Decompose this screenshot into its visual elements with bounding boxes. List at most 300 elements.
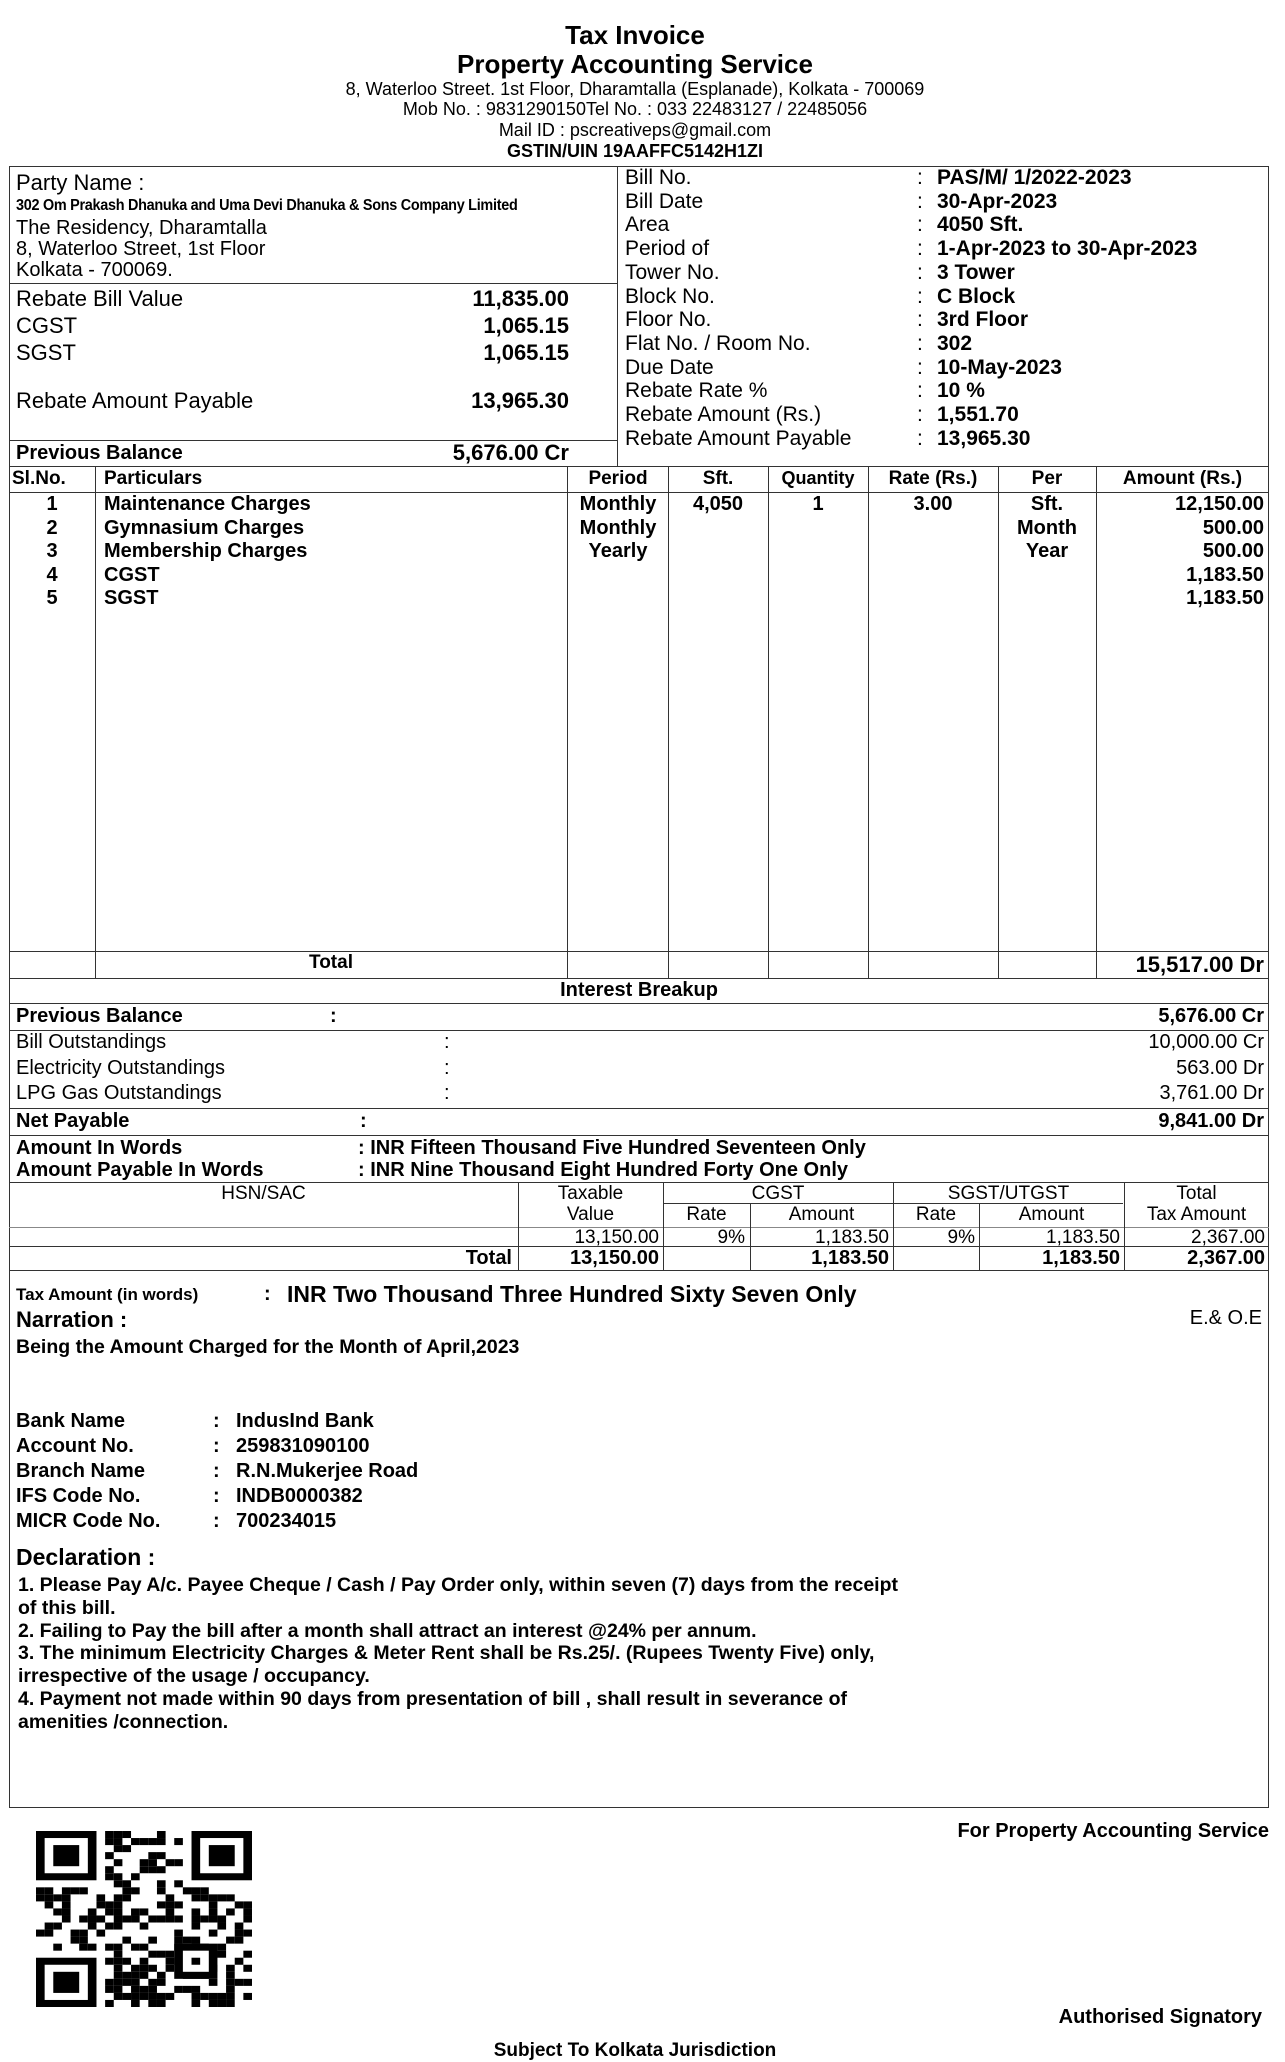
qr-module xyxy=(140,1986,149,1993)
charge-cell-period: Monthly xyxy=(579,493,657,515)
qr-module xyxy=(114,1972,123,1979)
qr-module xyxy=(122,1887,131,1894)
qr-module xyxy=(114,1908,123,1915)
rebate-cgst: 1,065.15 xyxy=(483,313,569,338)
qr-module xyxy=(114,1901,123,1908)
qr-module xyxy=(226,1937,235,1944)
qr-module xyxy=(192,1908,201,1915)
qr-module xyxy=(243,1965,252,1972)
bank-value: INDB0000382 xyxy=(236,1485,363,1507)
qr-module xyxy=(140,1965,149,1972)
party-divider xyxy=(9,283,618,284)
qr-module xyxy=(114,1986,123,1993)
party-name: 302 Om Prakash Dhanuka and Uma Devi Dhanuka & Sons Company Limited xyxy=(16,197,518,214)
qr-module xyxy=(174,1930,183,1937)
qr-module xyxy=(62,1894,71,1901)
qr-module xyxy=(174,1838,183,1845)
bill-info-colon: : xyxy=(917,403,923,426)
bank-label: Bank Name xyxy=(16,1410,125,1432)
qr-module xyxy=(226,1993,235,2000)
interest-item-label: LPG Gas Outstandings xyxy=(16,1082,222,1104)
col-divider xyxy=(95,466,96,978)
charge-cell-particulars: SGST xyxy=(104,587,159,609)
declaration-line: irrespective of the usage / occupancy. xyxy=(18,1665,370,1688)
qr-module xyxy=(226,1965,235,1972)
qr-module xyxy=(148,1915,157,1922)
col-divider xyxy=(668,466,669,978)
qr-module xyxy=(114,1944,123,1951)
col-header-amount: Amount (Rs.) xyxy=(1122,468,1243,489)
interest-prev-balance-colon: : xyxy=(330,1005,337,1027)
qr-module xyxy=(209,1979,218,1986)
qr-module xyxy=(114,1979,123,1986)
interest-line xyxy=(9,1003,1269,1004)
hsn-bottom-line xyxy=(9,1270,1269,1271)
qr-module xyxy=(209,1845,235,1866)
qr-module xyxy=(53,1972,79,1993)
qr-module xyxy=(105,1986,114,1993)
header-divider xyxy=(617,166,618,466)
amount-payable-in-words: : INR Nine Thousand Eight Hundred Forty One Only xyxy=(358,1159,848,1181)
qr-module xyxy=(235,1901,244,1908)
cgst-amount-header: Amount xyxy=(788,1204,855,1225)
qr-module xyxy=(105,1979,114,1986)
total-tax-header-1: Total xyxy=(1176,1183,1217,1204)
qr-module xyxy=(209,1915,218,1922)
rebate-bill-value-label: Rebate Bill Value xyxy=(16,286,184,311)
qr-module xyxy=(174,1915,183,1922)
charge-cell-particulars: CGST xyxy=(104,563,160,586)
qr-module xyxy=(140,1859,149,1866)
qr-module xyxy=(174,1880,183,1887)
qr-module xyxy=(88,1908,97,1915)
qr-module xyxy=(148,1866,157,1873)
bill-info-label: Rebate Rate % xyxy=(625,379,768,403)
qr-module xyxy=(157,1866,166,1873)
col-header-rate: Rate (Rs.) xyxy=(888,468,978,489)
bank-label: Account No. xyxy=(16,1435,134,1457)
qr-module xyxy=(53,1923,62,1930)
qr-module xyxy=(53,1944,62,1951)
rebate-sgst-label: SGST xyxy=(16,340,76,365)
charge-cell-period: Yearly xyxy=(588,540,648,562)
qr-module xyxy=(140,1993,149,2000)
bill-info-label: Flat No. / Room No. xyxy=(625,331,811,355)
qr-module xyxy=(183,1937,192,1944)
company-address: 8, Waterloo Street. 1st Floor, Dharamtalla (Esplanade), Kolkata - 700069 xyxy=(345,79,925,99)
bill-info-colon: : xyxy=(917,426,923,450)
cgst-rate-header: Rate xyxy=(686,1204,727,1225)
hsn-sgst-rate: 9% xyxy=(947,1227,975,1248)
qr-module xyxy=(217,1993,226,2000)
tax-words-value: INR Two Thousand Three Hundred Sixty Seven Only xyxy=(287,1281,857,1307)
qr-module xyxy=(157,1979,166,1986)
qr-module xyxy=(122,1845,131,1852)
bill-info-value: 1,551.70 xyxy=(937,403,1019,426)
qr-module xyxy=(88,1944,97,1951)
qr-module xyxy=(243,1951,252,1958)
interest-item-colon: : xyxy=(444,1082,450,1104)
bill-info-value: 3 Tower xyxy=(937,260,1015,284)
bill-info-label: Tower No. xyxy=(625,260,720,284)
qr-module xyxy=(114,1923,123,1930)
bank-colon: : xyxy=(213,1485,220,1507)
qr-module xyxy=(71,1930,80,1937)
sgst-rate-header: Rate xyxy=(915,1204,957,1225)
party-address-3: Kolkata - 700069. xyxy=(16,259,173,281)
qr-module xyxy=(192,2000,201,2007)
party-address-1: The Residency, Dharamtalla xyxy=(16,217,267,239)
qr-module xyxy=(131,1993,140,2000)
hsn-header: HSN/SAC xyxy=(221,1183,306,1204)
bill-info-colon: : xyxy=(917,355,923,379)
qr-module xyxy=(209,1901,218,1908)
charge-cell-period: Monthly xyxy=(579,516,657,539)
qr-module xyxy=(183,1887,192,1894)
qr-module xyxy=(105,1873,114,1880)
hsn-cgst-rate: 9% xyxy=(717,1227,745,1248)
qr-module xyxy=(166,1993,175,2000)
qr-module xyxy=(131,1972,140,1979)
col-divider xyxy=(868,466,869,978)
bill-info-label: Bill No. xyxy=(625,166,692,189)
charge-cell-amount: 500.00 xyxy=(1202,516,1264,539)
net-payable-colon: : xyxy=(360,1110,367,1132)
qr-module xyxy=(62,1901,71,1908)
company-contact: Mob No. : 9831290150Tel No. : 033 22483127 / 22485056 xyxy=(402,99,868,119)
qr-module xyxy=(209,1993,218,2000)
qr-module xyxy=(131,1965,140,1972)
qr-module xyxy=(148,1838,157,1845)
interest-item-colon: : xyxy=(444,1031,450,1053)
taxable-header-1: Taxable xyxy=(557,1183,624,1204)
bill-info-label: Rebate Amount Payable xyxy=(625,426,852,450)
charge-cell-amount: 1,183.50 xyxy=(1186,563,1264,586)
tax-words-colon: : xyxy=(264,1283,271,1305)
qr-module xyxy=(157,1972,166,1979)
declaration-line: amenities /connection. xyxy=(18,1710,229,1733)
interest-prev-balance-label: Previous Balance xyxy=(16,1005,183,1027)
hsn-total-sgst: 1,183.50 xyxy=(1042,1247,1120,1269)
qr-module xyxy=(243,1901,252,1908)
qr-module xyxy=(140,1838,149,1845)
interest-item-label: Electricity Outstandings xyxy=(16,1056,225,1079)
hsn-taxable-value: 13,150.00 xyxy=(574,1227,659,1248)
bill-info-value: C Block xyxy=(937,284,1016,308)
qr-module xyxy=(105,1866,114,1873)
signature-divider xyxy=(9,1807,1269,1808)
previous-balance-label: Previous Balance xyxy=(16,442,183,464)
charge-cell-amount: 500.00 xyxy=(1202,540,1264,562)
company-name: Property Accounting Service xyxy=(457,49,813,79)
qr-module xyxy=(200,1915,209,1922)
qr-module xyxy=(235,1923,244,1930)
charge-cell-sl: 1 xyxy=(46,493,58,515)
qr-module xyxy=(140,1923,149,1930)
charge-cell-sl: 5 xyxy=(46,587,58,609)
rebate-bill-value: 11,835.00 xyxy=(472,286,569,311)
authorised-signatory: Authorised Signatory xyxy=(1058,2006,1262,2028)
declaration-line: 1. Please Pay A/c. Payee Cheque / Cash / Pay Order only, within seven (7) days from the receipt xyxy=(18,1574,899,1596)
declaration-line: 4. Payment not made within 90 days from presentation of bill , shall result in severance of xyxy=(18,1688,847,1710)
qr-module xyxy=(96,1930,105,1937)
qr-module xyxy=(122,1880,131,1887)
sgst-amount-header: Amount xyxy=(1018,1204,1085,1225)
charges-total-value: 15,517.00 Dr xyxy=(1135,952,1264,977)
bill-info-value: 13,965.30 xyxy=(937,426,1031,450)
col-divider xyxy=(768,466,769,978)
qr-module xyxy=(131,2000,140,2007)
qr-module xyxy=(166,1958,175,1965)
qr-module xyxy=(148,1986,157,1993)
bill-info-colon: : xyxy=(917,166,923,189)
qr-module xyxy=(122,1894,131,1901)
col-header-slno: Sl.No. xyxy=(12,468,66,489)
bill-info-label: Due Date xyxy=(625,355,714,379)
declaration-line: of this bill. xyxy=(18,1596,116,1619)
qr-module xyxy=(226,1894,235,1901)
hsn-cgst-amount: 1,183.50 xyxy=(815,1227,889,1248)
interest-item-colon: : xyxy=(444,1056,450,1079)
qr-module xyxy=(157,1915,166,1922)
interest-breakup-title: Interest Breakup xyxy=(560,979,718,1001)
qr-module xyxy=(200,1993,209,2000)
bill-info-value: 10-May-2023 xyxy=(937,355,1062,379)
charge-cell-sft: 4,050 xyxy=(692,493,744,515)
tax-words-label: Tax Amount (in words) xyxy=(16,1285,199,1304)
interest-item-value: 10,000.00 Cr xyxy=(1148,1031,1264,1053)
qr-module xyxy=(105,1908,114,1915)
qr-module xyxy=(114,1951,123,1958)
qr-module xyxy=(114,1993,123,2000)
bill-info-label: Block No. xyxy=(625,284,715,308)
qr-module xyxy=(174,1937,183,1944)
qr-module xyxy=(226,1986,235,1993)
bank-value: 259831090100 xyxy=(236,1435,370,1457)
interest-item-label: Bill Outstandings xyxy=(16,1031,167,1053)
qr-module xyxy=(122,1937,131,1944)
hsn-sgst-amount: 1,183.50 xyxy=(1046,1227,1120,1248)
qr-module xyxy=(96,1894,105,1901)
bill-info-value: 30-Apr-2023 xyxy=(937,189,1058,213)
qr-module xyxy=(157,1852,166,1859)
qr-module xyxy=(122,1958,131,1965)
amount-in-words-label: Amount In Words xyxy=(16,1137,183,1159)
qr-module xyxy=(166,1901,175,1908)
hsn-total-taxable: 13,150.00 xyxy=(570,1247,659,1269)
qr-module xyxy=(122,1915,131,1922)
charge-cell-sl: 4 xyxy=(46,563,58,586)
qr-module xyxy=(140,1972,149,1979)
bill-info-colon: : xyxy=(917,213,923,237)
qr-module xyxy=(71,1937,80,1944)
bank-label: IFS Code No. xyxy=(16,1485,141,1507)
interest-item-value: 3,761.00 Dr xyxy=(1159,1082,1264,1104)
bill-info-label: Area xyxy=(625,213,670,237)
qr-module xyxy=(114,1894,123,1901)
company-gstin: GSTIN/UIN 19AAFFC5142H1ZI xyxy=(506,141,764,161)
charge-cell-sl: 3 xyxy=(46,540,58,562)
qr-module xyxy=(114,1845,123,1852)
qr-module xyxy=(183,1986,192,1993)
bill-info-value: 3rd Floor xyxy=(937,308,1029,332)
qr-module xyxy=(157,2000,166,2007)
table-top-line xyxy=(9,466,1269,467)
qr-module xyxy=(200,1894,209,1901)
qr-module xyxy=(53,1908,62,1915)
qr-module xyxy=(45,1887,54,1894)
bank-colon: : xyxy=(213,1435,220,1457)
net-payable-line xyxy=(9,1108,1269,1109)
qr-module xyxy=(209,2000,218,2007)
bill-info-value: 302 xyxy=(937,331,973,355)
qr-module xyxy=(131,1915,140,1922)
qr-module xyxy=(140,1958,149,1965)
qr-module xyxy=(148,1965,157,1972)
declaration-line: 2. Failing to Pay the bill after a month shall attract an interest @24% per annum. xyxy=(18,1619,757,1642)
qr-module xyxy=(166,1894,175,1901)
qr-module xyxy=(88,1923,97,1930)
qr-module xyxy=(192,1923,201,1930)
qr-module xyxy=(79,1937,88,1944)
qr-module xyxy=(114,1880,123,1887)
bill-info-colon: : xyxy=(917,260,923,284)
bill-info-label: Bill Date xyxy=(625,189,704,213)
qr-module xyxy=(243,1930,252,1937)
qr-module xyxy=(217,2000,226,2007)
rebate-sgst: 1,065.15 xyxy=(483,340,569,365)
qr-module xyxy=(131,1986,140,1993)
party-label: Party Name : xyxy=(16,170,145,195)
qr-module xyxy=(131,1979,140,1986)
qr-module xyxy=(226,1979,235,1986)
net-payable-bottom-line xyxy=(9,1135,1269,1136)
qr-module xyxy=(166,1915,175,1922)
qr-module xyxy=(140,1866,149,1873)
total-tax-header-2: Tax Amount xyxy=(1146,1204,1247,1225)
qr-module xyxy=(148,1979,157,1986)
rebate-cgst-label: CGST xyxy=(16,313,78,338)
bill-info-value: 1-Apr-2023 to 30-Apr-2023 xyxy=(937,237,1198,261)
qr-module xyxy=(157,1831,166,1838)
qr-module xyxy=(114,1838,123,1845)
qr-module xyxy=(114,1965,123,1972)
qr-module xyxy=(105,1923,114,1930)
net-payable-label: Net Payable xyxy=(16,1110,130,1132)
hsn-total-cgst: 1,183.50 xyxy=(811,1247,889,1269)
charge-cell-per: Month xyxy=(1017,516,1077,539)
document-title: Tax Invoice xyxy=(565,20,705,50)
qr-module xyxy=(209,1894,218,1901)
rebate-payable: 13,965.30 xyxy=(471,388,569,413)
qr-module xyxy=(62,1887,71,1894)
qr-module xyxy=(122,1972,131,1979)
amount-in-words: : INR Fifteen Thousand Five Hundred Seventeen Only xyxy=(358,1137,866,1159)
bill-info-colon: : xyxy=(917,331,923,355)
qr-module xyxy=(217,1894,226,1901)
qr-module xyxy=(53,1894,62,1901)
qr-module xyxy=(226,2000,235,2007)
sgst-header: SGST/UTGST xyxy=(947,1183,1070,1204)
qr-module xyxy=(243,1993,252,2000)
qr-module xyxy=(200,1887,209,1894)
qr-module xyxy=(209,1930,218,1937)
qr-module xyxy=(105,1958,114,1965)
qr-module xyxy=(105,1838,114,1845)
qr-module xyxy=(62,1915,71,1922)
qr-module xyxy=(235,1958,244,1965)
qr-module xyxy=(79,1944,88,1951)
qr-module xyxy=(79,1915,88,1922)
qr-module xyxy=(45,1894,54,1901)
qr-module xyxy=(217,1944,226,1951)
qr-module xyxy=(79,1887,88,1894)
qr-module xyxy=(131,1873,140,1880)
qr-module xyxy=(114,1873,123,1880)
qr-module xyxy=(235,1937,244,1944)
qr-module xyxy=(157,1901,166,1908)
qr-module xyxy=(105,1901,114,1908)
qr-module xyxy=(235,1930,244,1937)
qr-module xyxy=(157,1838,166,1845)
qr-module xyxy=(36,1930,45,1937)
qr-module xyxy=(88,1915,97,1922)
qr-module xyxy=(192,1887,201,1894)
qr-module xyxy=(148,1859,157,1866)
bank-colon: : xyxy=(213,1510,220,1532)
bill-info-colon: : xyxy=(917,284,923,308)
col-header-period: Period xyxy=(588,468,648,489)
qr-module xyxy=(157,1880,166,1887)
qr-module xyxy=(71,1887,80,1894)
qr-module xyxy=(157,1887,166,1894)
col-header-quantity: Quantity xyxy=(781,468,855,488)
col-header-per: Per xyxy=(1031,468,1063,489)
qr-module xyxy=(140,1944,149,1951)
qr-module xyxy=(62,1908,71,1915)
qr-module xyxy=(148,1852,157,1859)
qr-module xyxy=(148,1993,157,2000)
cgst-header: CGST xyxy=(751,1183,805,1204)
qr-module xyxy=(114,1831,123,1838)
bill-info-value: 4050 Sft. xyxy=(937,213,1024,237)
jurisdiction-footer: Subject To Kolkata Jurisdiction xyxy=(493,2040,777,2061)
declaration-line: 3. The minimum Electricity Charges & Meter Rent shall be Rs.25/. (Rupees Twenty Five) only, xyxy=(18,1642,875,1665)
bank-value: IndusInd Bank xyxy=(236,1410,374,1432)
qr-module xyxy=(174,1859,183,1866)
qr-module xyxy=(105,1831,114,1838)
qr-module xyxy=(192,1993,201,2000)
qr-module xyxy=(131,1887,140,1894)
qr-module xyxy=(217,1923,226,1930)
amount-payable-in-words-label: Amount Payable In Words xyxy=(16,1159,264,1181)
bank-colon: : xyxy=(213,1460,220,1482)
narration-text: Being the Amount Charged for the Month of April,2023 xyxy=(16,1336,520,1358)
bill-info-label: Floor No. xyxy=(625,308,712,332)
qr-module xyxy=(192,1986,201,1993)
bill-info-label: Rebate Amount (Rs.) xyxy=(625,403,822,426)
qr-module xyxy=(243,1908,252,1915)
bill-info-colon: : xyxy=(917,308,923,332)
qr-module xyxy=(131,1944,140,1951)
charges-total-label: Total xyxy=(309,952,353,973)
qr-module xyxy=(174,1901,183,1908)
rebate-payable-label: Rebate Amount Payable xyxy=(16,388,254,413)
qr-module xyxy=(192,1915,201,1922)
charge-cell-particulars: Maintenance Charges xyxy=(104,493,311,515)
qr-module xyxy=(192,1894,201,1901)
bank-label: Branch Name xyxy=(16,1460,145,1482)
